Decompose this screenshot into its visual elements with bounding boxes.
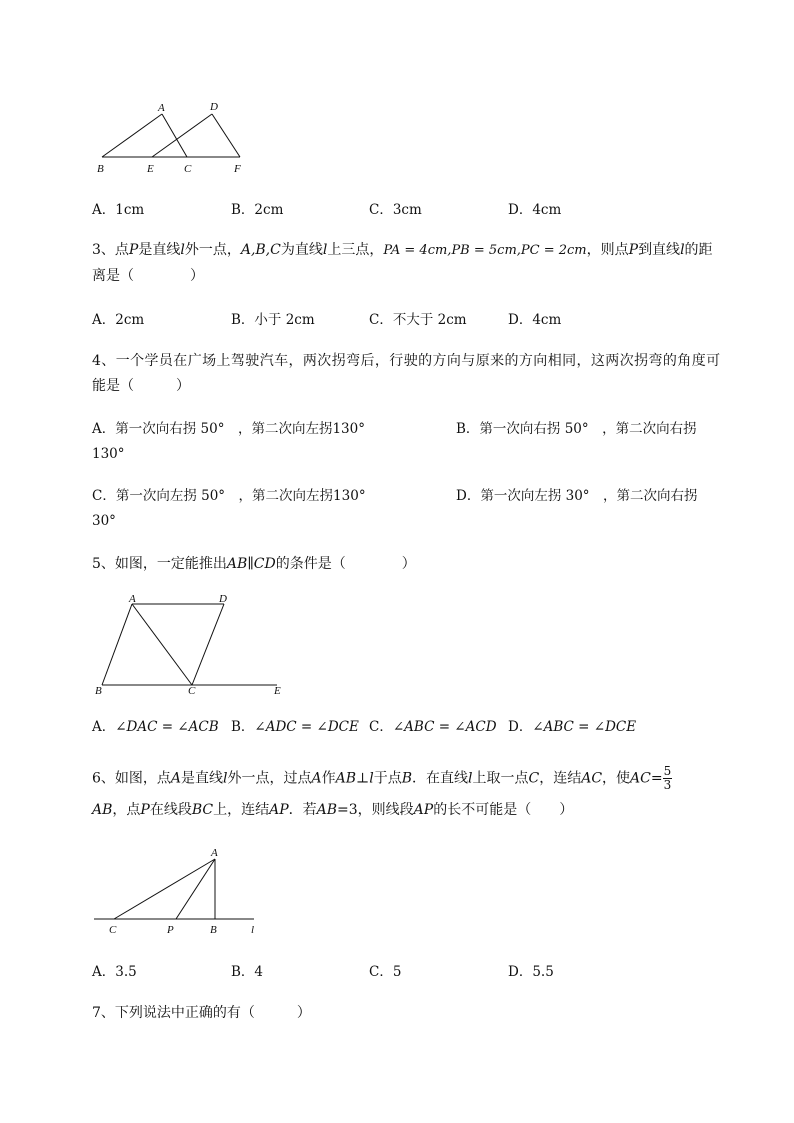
q4-stem: 4、一个学员在广场上驾驶汽车，两次拐弯后，行驶的方向与原来的方向相同，这两次拐弯的角度可	[92, 353, 721, 369]
q6-option-a: A．3.5	[92, 964, 137, 980]
fig5-label-C: C	[188, 685, 196, 697]
figure-parallelogram	[92, 592, 292, 698]
q5-option-c: C．∠ABC = ∠ACD	[369, 719, 497, 735]
fig6-label-P: P	[167, 924, 174, 936]
q2-option-d: D．4cm	[508, 202, 562, 218]
fig1-label-C: C	[184, 163, 192, 175]
figure-perpendicular	[92, 845, 272, 937]
q2-option-c: C．3cm	[369, 202, 422, 218]
q4-option-d-cont: 30°	[92, 513, 116, 529]
q4-option-d: D．第一次向左拐 30° ，第二次向右拐	[456, 488, 698, 504]
q4-stem-line2: 能是（ ）	[92, 378, 190, 394]
q6-option-b: B．4	[231, 964, 264, 980]
fig5-label-D: D	[219, 593, 227, 605]
q6-stem-line2: AB，点P在线段BC上，连结AP．若AB=3，则线段AP的长不可能是（ ）	[92, 802, 574, 818]
q4-option-b: B．第一次向右拐 50° ，第二次向右拐	[456, 421, 697, 437]
figure-triangles	[92, 98, 252, 180]
fig6-label-C: C	[109, 924, 117, 936]
q3-stem-line2: 离是（ ）	[92, 268, 204, 284]
q3-stem: 3、点P是直线l外一点，A,B,C为直线l上三点，PA = 4cm,PB = 5cm,PC = 2cm，则点P到直线l的距	[92, 242, 713, 258]
q6-stem: 6、如图，点A是直线l外一点，过点A作AB⊥l于点B．在直线l上取一点C，连结AC，使AC= $\frac{5}{3}$	[92, 764, 672, 792]
q3-option-d: D．4cm	[508, 312, 562, 328]
q6-option-c: C．5	[369, 964, 402, 980]
q3-option-b: B．小于 2cm	[231, 312, 315, 328]
q4-option-a: A．第一次向右拐 50° ，第二次向左拐130°	[92, 421, 365, 437]
fig6-label-l: l	[251, 924, 255, 936]
q5-option-b: B．∠ADC = ∠DCE	[231, 719, 359, 735]
q5-option-d: D．∠ABC = ∠DCE	[508, 719, 637, 735]
q5-option-a: A．∠DAC = ∠ACB	[92, 719, 219, 735]
q5-stem: 5、如图，一定能推出AB∥CD的条件是（ ）	[92, 556, 416, 572]
fig1-label-F: F	[234, 163, 241, 175]
fig1-label-B: B	[97, 163, 104, 175]
fig6-label-B: B	[210, 924, 217, 936]
fig5-label-E: E	[274, 685, 281, 697]
q7-stem: 7、下列说法中正确的有（ ）	[92, 1005, 311, 1021]
q3-option-a: A．2cm	[92, 312, 145, 328]
q2-option-a: A．1cm	[92, 202, 145, 218]
fig5-label-B: B	[95, 685, 102, 697]
fig1-label-A: A	[158, 102, 165, 114]
q4-option-b-cont: 130°	[92, 446, 125, 462]
fig1-label-D: D	[210, 101, 218, 113]
q2-option-b: B．2cm	[231, 202, 284, 218]
fraction-five-thirds: $\frac{5}{3}$	[663, 764, 672, 792]
q6-option-d: D．5.5	[508, 964, 554, 980]
q4-option-c: C．第一次向左拐 50° ，第二次向左拐130°	[92, 488, 366, 504]
fig5-label-A: A	[129, 593, 136, 605]
q3-option-c: C．不大于 2cm	[369, 312, 467, 328]
fig1-label-E: E	[147, 163, 154, 175]
fig6-label-A: A	[211, 847, 218, 859]
